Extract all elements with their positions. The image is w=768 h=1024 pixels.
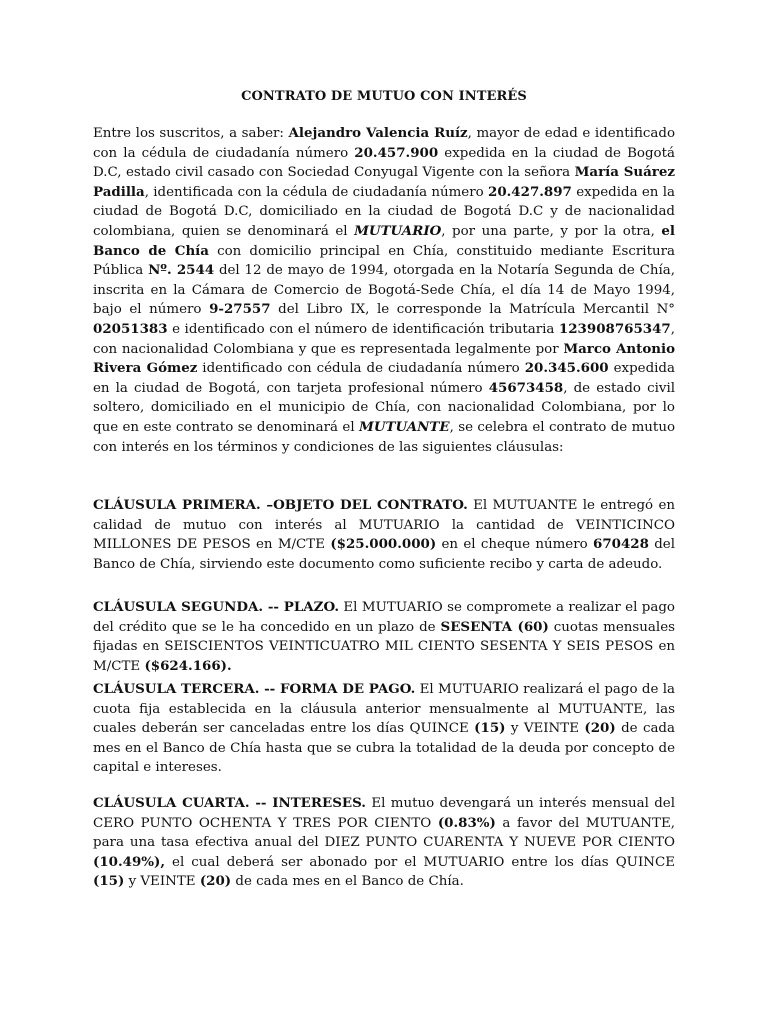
spouse-name: María Suárez Padilla [93, 164, 675, 200]
intro-text: expedida en la ciudad de Bogotá D.C, domiciliado en la ciudad de Bogotá D.C y de nacionalidad colombiana, quien se denominará el [93, 184, 676, 239]
intro-text: , con nacionalidad Colombiana y que es representada legalmente por [93, 321, 675, 357]
intro-text: Entre los suscritos, a saber: [93, 126, 289, 141]
intro-text: , identificada con la cédula de ciudadanía número [144, 184, 489, 200]
intro-text: e identificado con el número de identificación tributaria [167, 321, 559, 337]
deed-number: Nº. 2544 [148, 262, 215, 279]
clause-text: en el cheque número [436, 537, 593, 553]
intro-text: , de estado civil soltero, domiciliado en el municipio de Chía, con nacionalidad Colombiana, por lo que en este contrato se denominará el [93, 380, 676, 435]
clause-third [93, 680, 675, 778]
day-number: (20) [584, 720, 616, 737]
clause-text: El MUTUARIO se compromete a realizar el pago del crédito que se le ha concedido en un plazo de [93, 600, 675, 635]
mercantile-registration: 02051383 [93, 320, 168, 337]
day-number: (20) [199, 873, 232, 890]
representative-id-number: 20.345.600 [524, 360, 609, 377]
clause-second [93, 598, 675, 676]
clause-heading: CLÁUSULA TERCERA. -- FORMA DE PAGO. [93, 681, 416, 697]
intro-text: del 12 de mayo de 1994, otorgada en la Notaría Segunda de Chía, inscrita en la Cámara de Comercio de Bogotá-Sede Chía, el día 14 de Mayo 1994, bajo el número [93, 263, 676, 318]
intro-text: expedida en la ciudad de Bogotá D.C, estado civil casado con Sociedad Conyugal Vigente con la señora [93, 145, 675, 181]
clause-text: El MUTUANTE le entregó en calidad de mutuo con interés al MUTUARIO la cantidad de VEINTICINCO MILLONES DE PESOS en M/CTE [93, 498, 675, 553]
clause-first [93, 496, 675, 574]
representative-name: Marco Antonio Rivera Gómez [93, 340, 676, 377]
intro-text: identificado con cédula de ciudadanía número [197, 361, 525, 377]
day-number: (15) [474, 720, 506, 737]
clause-text: cuotas mensuales fijadas en SEISCIENTOS VEINTICUATRO MIL CIENTO SESENTA Y SEIS PESOS en M/CTE [93, 619, 675, 674]
clause-text: a favor del MUTUANTE, para una tasa efectiva anual del DIEZ PUNTO CUARENTA Y NUEVE POR CIENTO [93, 815, 675, 851]
clause-text: El MUTUARIO realizará el pago de la cuota fija establecida en la cláusula anterior mensualmente al MUTUANTE, las cuales deberán ser canceladas entre los días QUINCE [93, 682, 675, 737]
clause-text: de cada mes en el Banco de Chía. [231, 874, 464, 890]
contract-title: CONTRATO DE MUTUO CON INTERÉS [241, 89, 527, 104]
tax-id-number: 123908765347 [558, 320, 671, 337]
day-number: (15) [93, 873, 125, 890]
clause-heading: CLÁUSULA PRIMERA. –OBJETO DEL CONTRATO. [93, 497, 468, 513]
intro-text: , por una parte, y por la otra, [441, 223, 662, 239]
check-number: 670428 [593, 536, 649, 553]
intro-text: , se celebra el contrato de mutuo con interés en los términos y condiciones de las siguientes cláusulas: [93, 419, 676, 455]
clause-fourth [93, 794, 675, 892]
id-number: 20.457.900 [354, 144, 439, 161]
bank-name: el Banco de Chía [93, 222, 675, 259]
mutuante-term: MUTUANTE [359, 418, 450, 435]
intro-text: expedida en la ciudad de Bogotá, con tarjeta profesional número [93, 361, 675, 396]
annual-rate: (10.49%), [93, 853, 165, 870]
clause-text: El mutuo devengará un interés mensual del CERO PUNTO OCHENTA Y TRES POR CIENTO [93, 796, 675, 831]
clause-heading: CLÁUSULA CUARTA. -- INTERESES. [93, 795, 366, 811]
professional-card-number: 45673458 [488, 379, 564, 396]
monthly-rate: (0.83%) [437, 814, 496, 831]
clause-text: del Banco de Chía, sirviendo este documento como suficiente recibo y carta de adeudo. [93, 537, 675, 572]
clause-text: y VEINTE [505, 721, 585, 737]
intro-text: con domicilio principal en Chía, constituido mediante Escritura Pública [93, 243, 675, 279]
loan-amount: ($25.000.000) [330, 536, 437, 553]
clause-heading: CLÁUSULA SEGUNDA. -- PLAZO. [93, 599, 339, 615]
spouse-id-number: 20.427.897 [488, 183, 572, 200]
installment-count: SESENTA (60) [440, 618, 549, 635]
clause-text: de cada mes en el Banco de Chía hasta que se cubra la totalidad de la deuda por concepto de capital e intereses. [93, 721, 675, 776]
intro-text: del Libro IX, le corresponde la Matrícula Mercantil N° [270, 302, 675, 318]
lender-person-name: Alejandro Valencia Ruíz [288, 125, 468, 141]
intro-paragraph [93, 124, 675, 457]
registry-number: 9-27557 [209, 301, 271, 318]
installment-amount: ($624.166). [144, 657, 232, 674]
clause-text: el cual deberá ser abonado por el MUTUARIO entre los días QUINCE [165, 854, 675, 870]
mutuario-term: MUTUARIO [354, 222, 442, 239]
clause-text: y VEINTE [124, 874, 200, 890]
intro-text: , mayor de edad e identificado con la cédula de ciudadanía número [93, 126, 676, 161]
